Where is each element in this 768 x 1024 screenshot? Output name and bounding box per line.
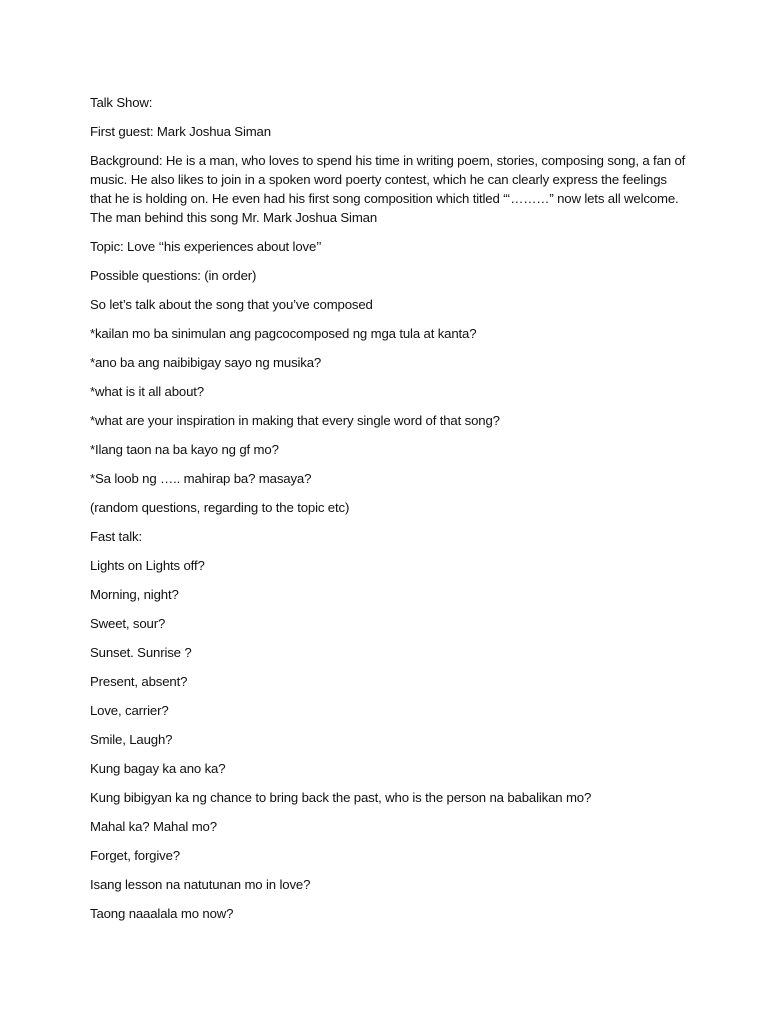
question-item: *Ilang taon na ba kayo ng gf mo? bbox=[90, 442, 279, 457]
question-item: *Sa loob ng ….. mahirap ba? masaya? bbox=[90, 471, 312, 486]
background-line: Background: He is a man, who loves to spend his time in writing poem, stories, composing song, a fan of bbox=[90, 153, 686, 168]
fast-talk-item: Lights on Lights off? bbox=[90, 558, 205, 573]
background-paragraph bbox=[90, 151, 690, 227]
fast-talk-item: Sunset. Sunrise ? bbox=[90, 645, 192, 660]
fast-talk-item: Love, carrier? bbox=[90, 703, 169, 718]
fast-talk-item: Morning, night? bbox=[90, 587, 179, 602]
fast-talk-item: Mahal ka? Mahal mo? bbox=[90, 819, 217, 834]
fast-talk-item: Taong naaalala mo now? bbox=[90, 906, 234, 921]
document-heading: Talk Show: bbox=[90, 95, 153, 110]
background-line: that he is holding on. He even had his first song composition which titled “‘………” now lets all welcome. bbox=[90, 191, 679, 206]
question-item: *kailan mo ba sinimulan ang pagcocomposed ng mga tula at kanta? bbox=[90, 326, 477, 341]
question-item: *ano ba ang naibibigay sayo ng musika? bbox=[90, 355, 322, 370]
question-item: *what is it all about? bbox=[90, 384, 204, 399]
first-guest-line: First guest: Mark Joshua Siman bbox=[90, 124, 271, 139]
question-item: (random questions, regarding to the topic etc) bbox=[90, 500, 350, 515]
topic-line: Topic: Love ‘‘his experiences about love’’ bbox=[90, 239, 322, 254]
possible-questions-line: Possible questions: (in order) bbox=[90, 268, 257, 283]
background-line: The man behind this song Mr. Mark Joshua Siman bbox=[90, 210, 378, 225]
document-page bbox=[90, 93, 690, 933]
fast-talk-heading: Fast talk: bbox=[90, 529, 142, 544]
fast-talk-item: Present, absent? bbox=[90, 674, 188, 689]
fast-talk-item: Smile, Laugh? bbox=[90, 732, 173, 747]
fast-talk-item: Kung bagay ka ano ka? bbox=[90, 761, 226, 776]
fast-talk-item: Sweet, sour? bbox=[90, 616, 166, 631]
question-item: *what are your inspiration in making that every single word of that song? bbox=[90, 413, 500, 428]
background-line: music. He also likes to join in a spoken word poerty contest, which he can clearly express the feelings bbox=[90, 172, 667, 187]
fast-talk-item: Kung bibigyan ka ng chance to bring back the past, who is the person na babalikan mo? bbox=[90, 790, 592, 805]
fast-talk-item: Isang lesson na natutunan mo in love? bbox=[90, 877, 311, 892]
fast-talk-item: Forget, forgive? bbox=[90, 848, 180, 863]
intro-question: So let’s talk about the song that you’ve composed bbox=[90, 297, 373, 312]
